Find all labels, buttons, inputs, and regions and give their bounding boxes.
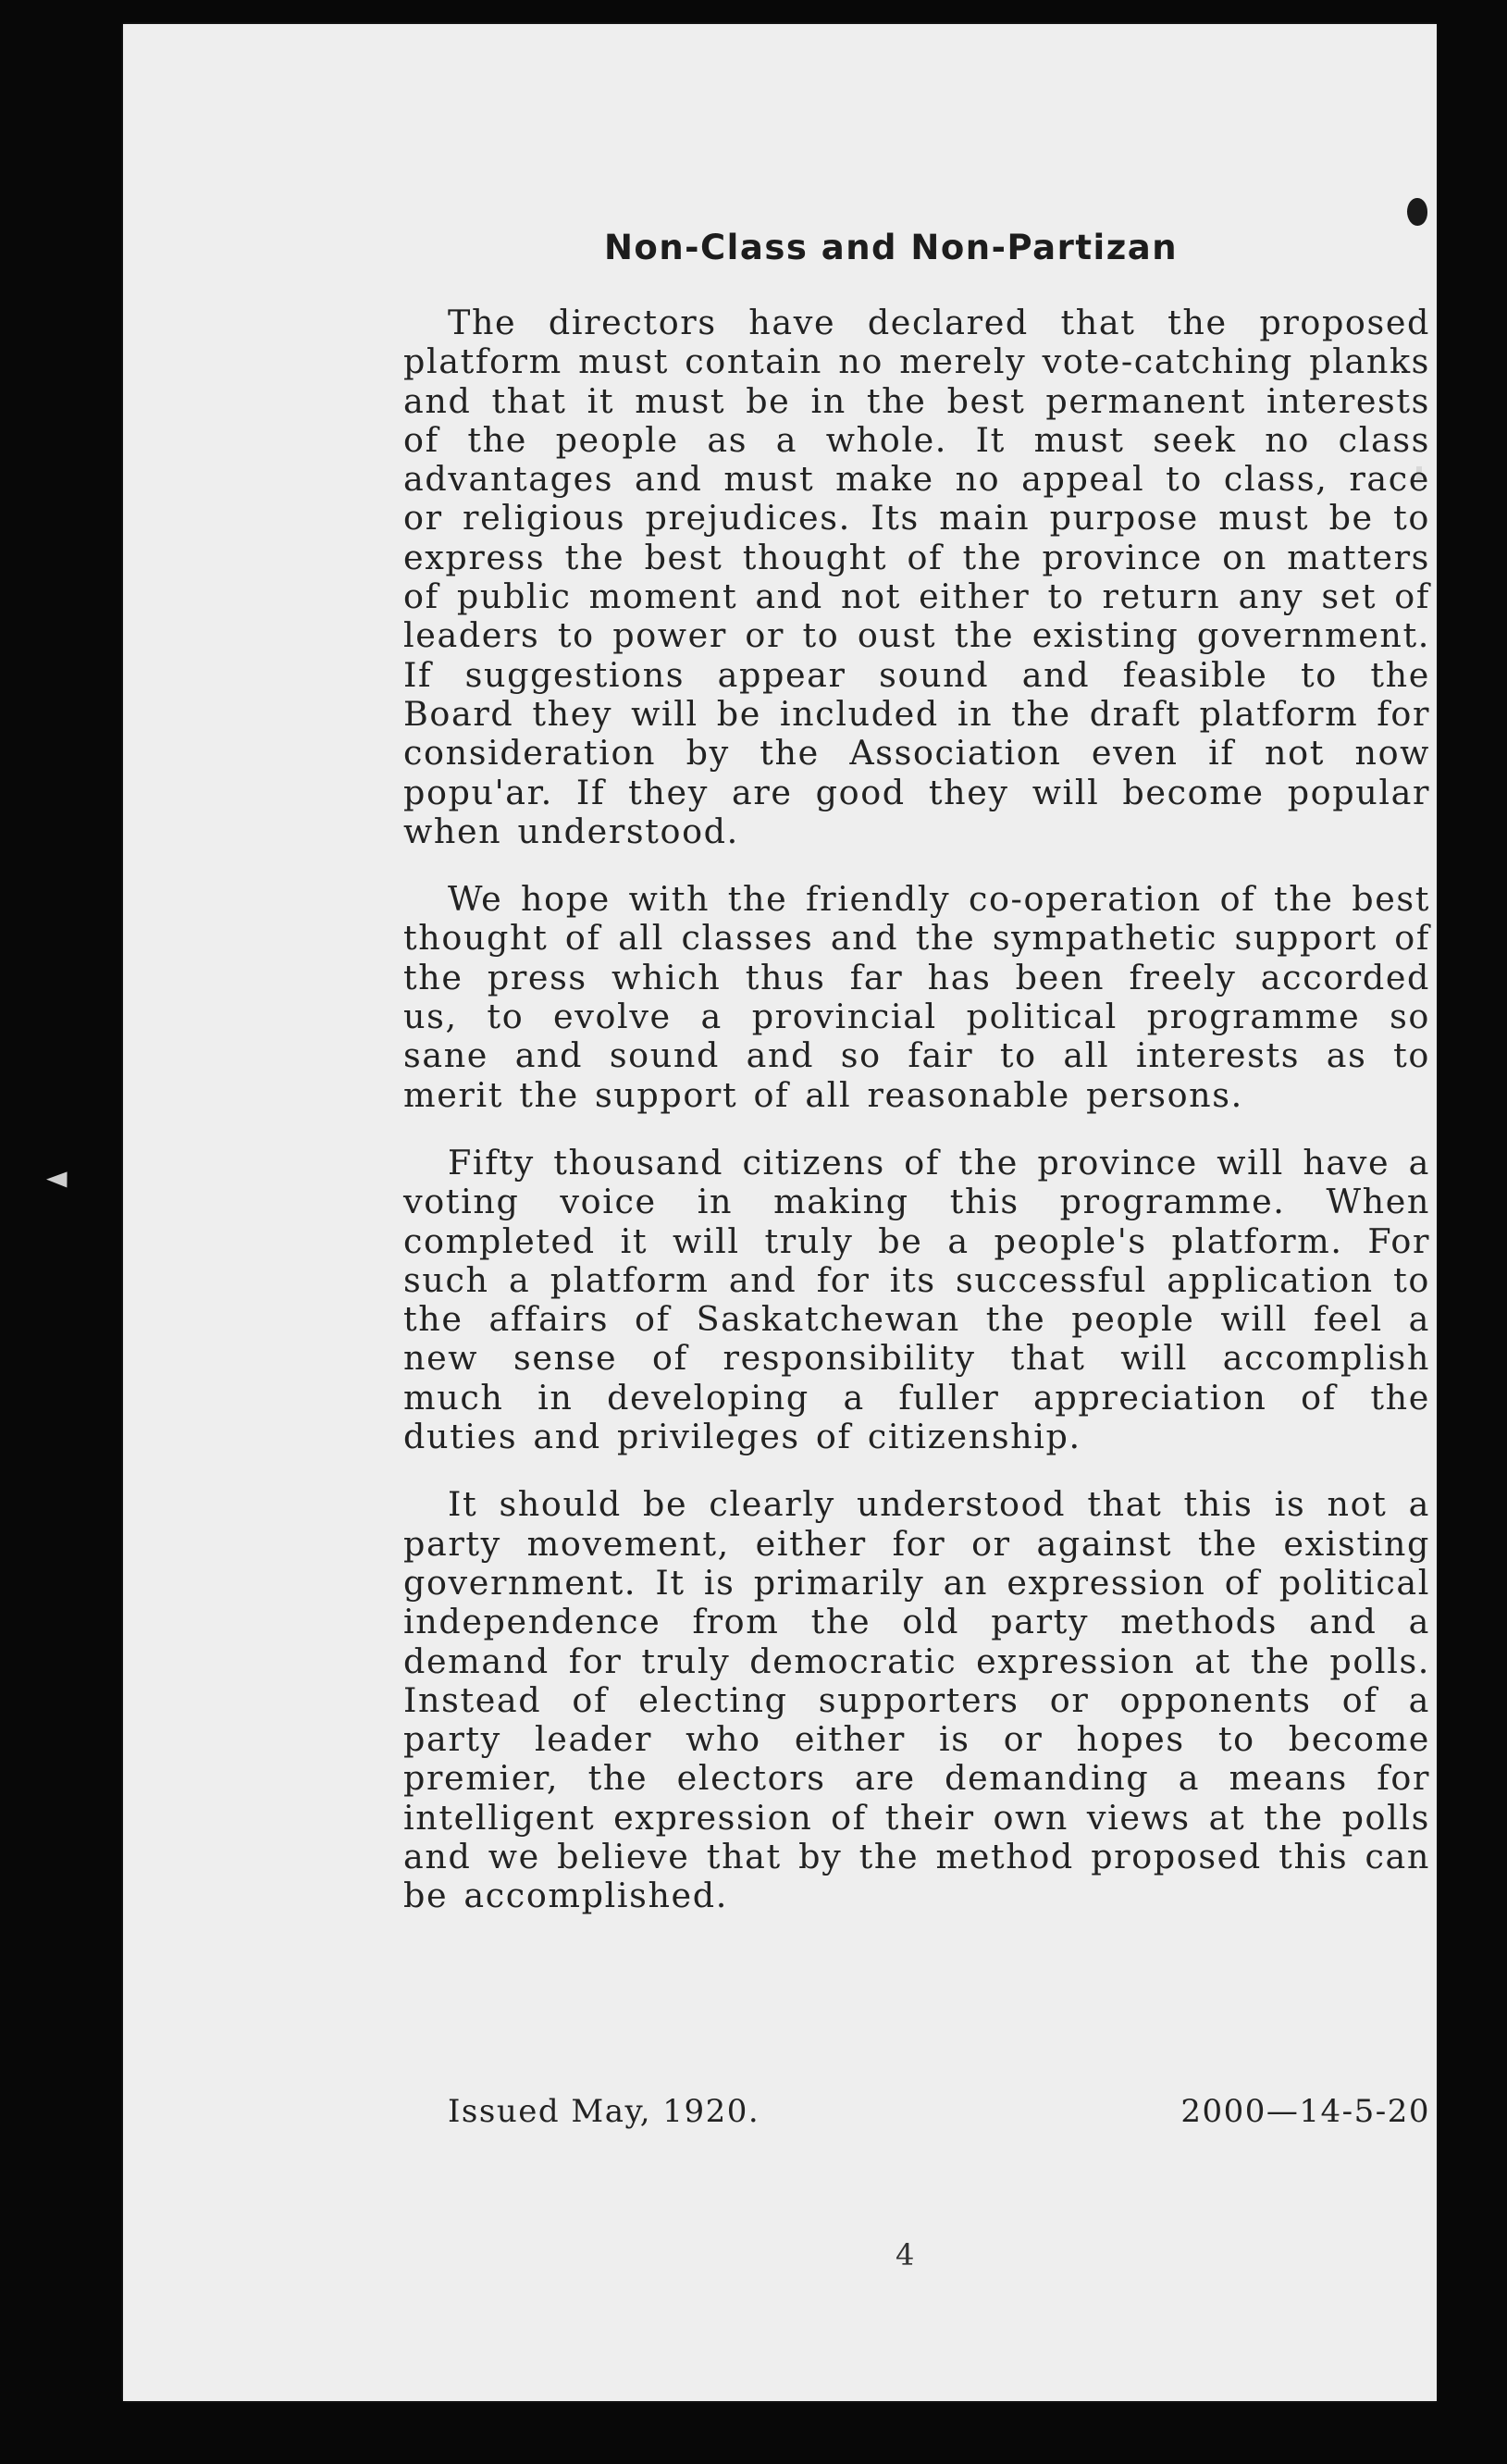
document-page — [123, 24, 1437, 2401]
issued-date: Issued May, 1920. — [448, 2093, 760, 2130]
ink-blot — [1407, 198, 1427, 226]
paragraph-3: Fifty thousand citizens of the province will have a voting voice in making this programme. When completed it will truly be a people's platform. For such a platform and for its successful application to the affairs of Saskatchewan the people will feel a new sense of responsibility that will accomplish much in developing a fuller appreciation of the duties and privileges of citizenship. — [403, 1142, 1430, 1457]
print-code: 2000—14-5-20 — [1180, 2093, 1430, 2130]
paragraph-4: It should be clearly understood that this is not a party movement, either for or against the existing government. It is primarily an expression of political independence from the old party methods and a demand for truly democratic expression at the polls. Instead of electing supporters or opponents of a party leader who either is or hopes to become premier, the electors are demanding a means for intelligent expression of their own views at the polls and we believe that by the method proposed this can be accomplished. — [403, 1484, 1430, 1916]
scan-artifact-mark — [46, 1171, 72, 1193]
page-number: 4 — [896, 2237, 915, 2272]
paragraph-2: We hope with the friendly co-operation of the best thought of all classes and the sympathetic support of the press which thus far has been freely accorded us, to evolve a provincial political programme so sane and sound and so fair to all interests as to merit the support of all reasonable persons. — [403, 879, 1430, 1115]
document-title: Non-Class and Non-Partizan — [603, 228, 1179, 267]
document-body — [403, 303, 1430, 1945]
paragraph-1: The directors have declared that the proposed platform must contain no merely vote-catching planks and that it must be in the best permanent interests of the people as a whole. It must seek no class advantages and must make no appeal to class, race or religious prejudices. Its main purpose must be to express the best thought of the province on matters of public moment and not either to return any set of leaders to power or to oust the existing government. If suggestions appear sound and feasible to the Board they will be included in the draft platform for consideration by the Association even if not now popu'ar. If they are good they will become popular when understood. — [403, 303, 1430, 851]
